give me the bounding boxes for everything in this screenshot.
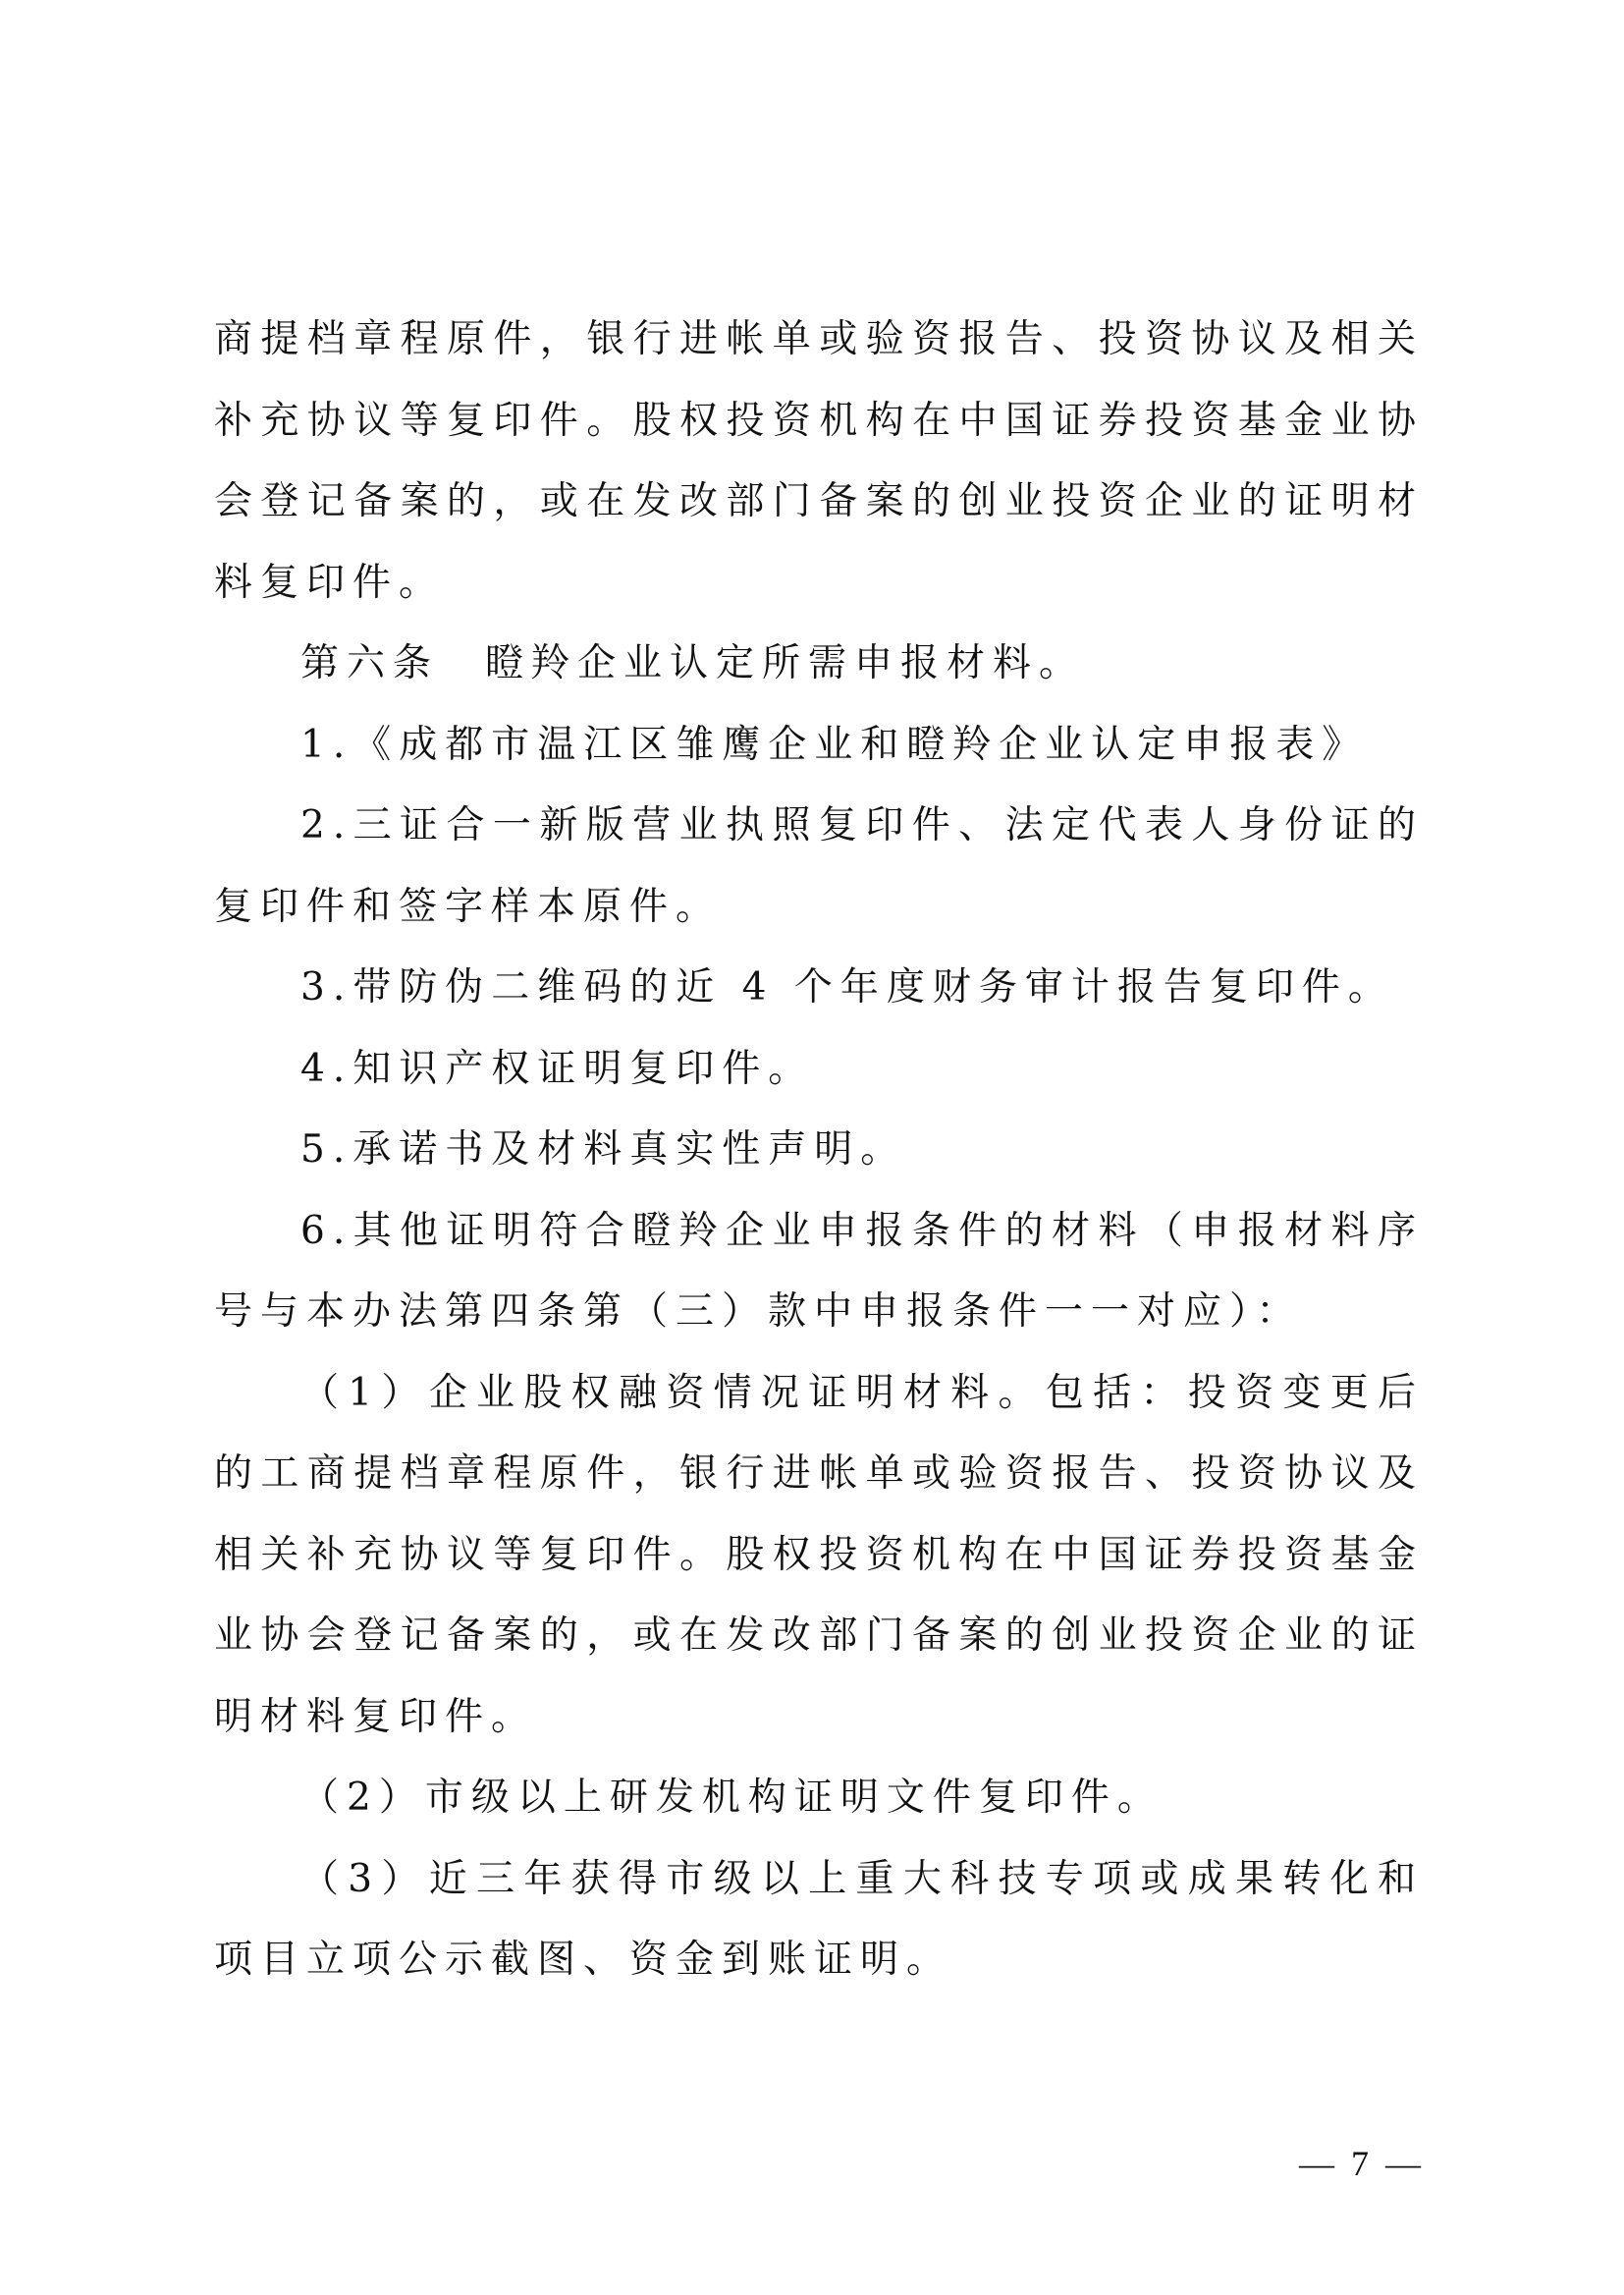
page-number: — 7 — [1299, 2144, 1425, 2183]
list-item-3: 3.带防伪二维码的近 4 个年度财务审计报告复印件。 [300, 965, 1394, 1010]
list-item-6: 6.其他证明符合瞪羚企业申报条件的材料（申报材料序号与本办法第四条第（三）款中申报条件一一对应）： [214, 1208, 1424, 1334]
paragraph-continuation: 商提档章程原件，银行进帐单或验资报告、投资协议及相关补充协议等复印件。股权投资机构在中国证券投资基金业协会登记备案的，或在发改部门备案的创业投资企业的证明材料复印件。 [214, 317, 1424, 605]
sub-item-2: （2）市级以上研发机构证明文件复印件。 [300, 1776, 1164, 1820]
sub-item-3: （3）近三年获得市级以上重大科技专项或成果转化和项目立项公示截图、资金到账证明。 [214, 1856, 1424, 1982]
list-item-4: 4.知识产权证明复印件。 [300, 1046, 815, 1091]
list-item-5: 5.承诺书及材料真实性声明。 [300, 1127, 907, 1172]
sub-item-1: （1）企业股权融资情况证明材料。包括：投资变更后的工商提档章程原件，银行进帐单或验资报告、投资协议及相关补充协议等复印件。股权投资机构在中国证券投资基金业协会登记备案的，或在发改部门备案的创业投资企业的证明材料复印件。 [214, 1370, 1424, 1739]
list-item-2: 2.三证合一新版营业执照复印件、法定代表人身份证的复印件和签字样本原件。 [214, 803, 1424, 929]
document-body [214, 300, 1424, 2001]
list-item-1: 1.《成都市温江区雏鹰企业和瞪羚企业认定申报表》 [300, 722, 1369, 767]
article-six-heading: 第六条 瞪羚企业认定所需申报材料。 [300, 641, 1086, 685]
